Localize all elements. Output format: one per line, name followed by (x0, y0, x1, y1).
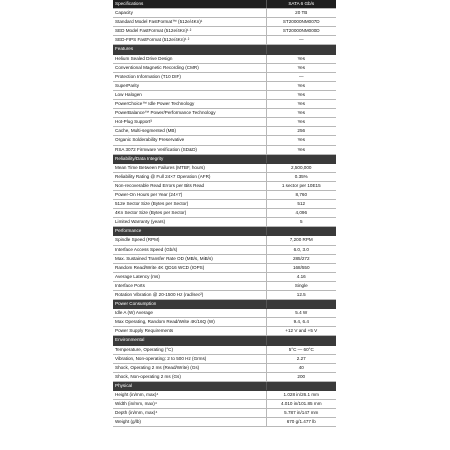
spec-value: Yes (266, 63, 336, 72)
table-row (113, 372, 336, 381)
spec-label: PowerChoice™ Idle Power Technology (113, 100, 266, 109)
spec-value: 4,096 (266, 209, 336, 218)
table-row (113, 418, 336, 427)
spec-label: Height (in/mm, max)⁴ (113, 391, 266, 400)
spec-label: Cache, Multi-segmented (MB) (113, 127, 266, 136)
spec-table-body (113, 0, 336, 427)
spec-label: Power Supply Requirements (113, 327, 266, 336)
spec-label: Random Read/Write 4K QD16 WCD (IOPS) (113, 263, 266, 272)
spec-value: 40 (266, 363, 336, 372)
table-row (113, 318, 336, 327)
spec-value: 4.16 (266, 272, 336, 281)
spec-value: 0.35% (266, 172, 336, 181)
spec-value: +12 V and +5 V (266, 327, 336, 336)
spec-value: Yes (266, 81, 336, 90)
section-title: Performance (113, 227, 266, 236)
spec-label: Shock, Operating 2 ms (Read/Write) (Gs) (113, 363, 266, 372)
spec-value: Yes (266, 118, 336, 127)
spec-value: 285/272 (266, 254, 336, 263)
spec-label: Organic Solderability Preservative (113, 136, 266, 145)
spec-sheet (113, 0, 336, 427)
spec-label: SuperParity (113, 81, 266, 90)
spec-value: 4.010 in/101.85 mm (266, 400, 336, 409)
section-title-spacer (266, 300, 336, 309)
spec-label: Interface Access Speed (Gb/s) (113, 245, 266, 254)
spec-value: 200 (266, 372, 336, 381)
spec-label: Weight (g/lb) (113, 418, 266, 427)
spec-label: Shock, Non-operating 2 ms (Gs) (113, 372, 266, 381)
table-row (113, 163, 336, 172)
table-row (113, 54, 336, 63)
spec-value: Yes (266, 100, 336, 109)
spec-label: Hot-Plug Support³ (113, 118, 266, 127)
table-row (113, 9, 336, 18)
spec-value: 20 TB (266, 9, 336, 18)
spec-value: 512 (266, 200, 336, 209)
table-row (113, 27, 336, 36)
spec-label: Mean Time Between Failures (MTBF, hours) (113, 163, 266, 172)
table-row (113, 345, 336, 354)
table-row (113, 363, 336, 372)
spec-value: ST20000NM007D (266, 18, 336, 27)
table-row (113, 263, 336, 272)
table-row (113, 209, 336, 218)
spec-value: 5.787 in/147 mm (266, 409, 336, 418)
spec-value: 1 sector per 10E15 (266, 181, 336, 190)
spec-value: 168/550 (266, 263, 336, 272)
table-row (113, 181, 336, 190)
spec-value: ST20000NM000D (266, 27, 336, 36)
spec-value: 5.4 W (266, 309, 336, 318)
spec-value: 7,200 RPM (266, 236, 336, 245)
spec-label: 4Kn Sector Size (Bytes per Sector) (113, 209, 266, 218)
section-header-row (113, 45, 336, 54)
spec-label: Helium Sealed Drive Design (113, 54, 266, 63)
spec-value: Yes (266, 145, 336, 154)
section-title-spacer (266, 227, 336, 236)
table-row (113, 254, 336, 263)
spec-value: 2,500,000 (266, 163, 336, 172)
spec-label: Rotation Vibration @ 20-1500 Hz (rad/sec²) (113, 291, 266, 300)
spec-value: 256 (266, 127, 336, 136)
spec-label: Low Halogen (113, 90, 266, 99)
table-header-row (113, 0, 336, 9)
section-title-spacer (266, 45, 336, 54)
section-title: Environmental (113, 336, 266, 345)
table-row (113, 36, 336, 45)
table-row (113, 327, 336, 336)
table-row (113, 118, 336, 127)
spec-value: 2.27 (266, 354, 336, 363)
spec-value: — (266, 72, 336, 81)
spec-label: Idle A (W) Average (113, 309, 266, 318)
spec-label: Reliability Rating @ Full 24×7 Operation (AFR) (113, 172, 266, 181)
spec-label: Interface Ports (113, 281, 266, 290)
spec-label: Max Operating, Random Read/Write 4K/16Q (W) (113, 318, 266, 327)
section-header-row (113, 300, 336, 309)
spec-label: Spindle Speed (RPM) (113, 236, 266, 245)
table-row (113, 391, 336, 400)
spec-label: Vibration, Non-operating: 2 to 500 Hz (Grms) (113, 354, 266, 363)
table-row (113, 236, 336, 245)
table-row (113, 90, 336, 99)
section-header-row (113, 227, 336, 236)
table-row (113, 245, 336, 254)
table-row (113, 218, 336, 227)
table-row (113, 200, 336, 209)
spec-value: 12.5 (266, 291, 336, 300)
spec-value: Yes (266, 54, 336, 63)
section-title: Reliability/Data Integrity (113, 154, 266, 163)
spec-label: Average Latency (ms) (113, 272, 266, 281)
table-row (113, 309, 336, 318)
spec-label: 512e Sector Size (Bytes per Sector) (113, 200, 266, 209)
spec-label: Standard Model FastFormat™ (512e/4Kn)¹ (113, 18, 266, 27)
section-title-spacer (266, 336, 336, 345)
table-row (113, 354, 336, 363)
section-header-row (113, 381, 336, 390)
section-title: Power Consumption (113, 300, 266, 309)
spec-label: RSA 3072 Firmware Verification (SD&D) (113, 145, 266, 154)
table-row (113, 136, 336, 145)
spec-label: Temperature, Operating (°C) (113, 345, 266, 354)
spec-value: 8,760 (266, 190, 336, 199)
spec-label: Width (in/mm, max)⁴ (113, 400, 266, 409)
section-header-row (113, 336, 336, 345)
spec-label: Limited Warranty (years) (113, 218, 266, 227)
spec-label: Max. Sustained Transfer Rate OD (MB/s, MiB/s) (113, 254, 266, 263)
table-row (113, 145, 336, 154)
table-row (113, 409, 336, 418)
spec-label: Protection Information (T10 DIF) (113, 72, 266, 81)
spec-label: SED Model FastFormat (512e/4Kn)¹ ² (113, 27, 266, 36)
table-row (113, 18, 336, 27)
spec-value: 5°C — 60°C (266, 345, 336, 354)
spec-label: Depth (in/mm, max)⁴ (113, 409, 266, 418)
table-row (113, 281, 336, 290)
table-row (113, 400, 336, 409)
spec-value: 6.0, 3.0 (266, 245, 336, 254)
spec-value: 5 (266, 218, 336, 227)
header-value: SATA 6 Gb/s (266, 0, 336, 9)
table-row (113, 190, 336, 199)
section-title-spacer (266, 381, 336, 390)
section-title: Features (113, 45, 266, 54)
spec-label: Capacity (113, 9, 266, 18)
table-row (113, 100, 336, 109)
table-row (113, 127, 336, 136)
spec-label: Conventional Magnetic Recording (CMR) (113, 63, 266, 72)
table-row (113, 172, 336, 181)
spec-value: Yes (266, 136, 336, 145)
section-header-row (113, 154, 336, 163)
section-title-spacer (266, 154, 336, 163)
spec-value: — (266, 36, 336, 45)
table-row (113, 63, 336, 72)
table-row (113, 272, 336, 281)
spec-table (113, 0, 336, 427)
spec-value: 9.4, 6.4 (266, 318, 336, 327)
table-row (113, 291, 336, 300)
table-row (113, 72, 336, 81)
table-row (113, 109, 336, 118)
table-row (113, 81, 336, 90)
spec-label: SED-FIPS FastFormat (512e/4Kn)¹ ² (113, 36, 266, 45)
spec-value: Yes (266, 109, 336, 118)
spec-value: 670 g/1.477 lb (266, 418, 336, 427)
header-label: Specifications (113, 0, 266, 9)
spec-label: Non-recoverable Read Errors per Bits Read (113, 181, 266, 190)
spec-value: Single (266, 281, 336, 290)
spec-label: Power-On Hours per Year (24×7) (113, 190, 266, 199)
section-title: Physical (113, 381, 266, 390)
spec-value: Yes (266, 90, 336, 99)
spec-value: 1.028 in/26.1 mm (266, 391, 336, 400)
spec-label: PowerBalance™ Power/Performance Technology (113, 109, 266, 118)
